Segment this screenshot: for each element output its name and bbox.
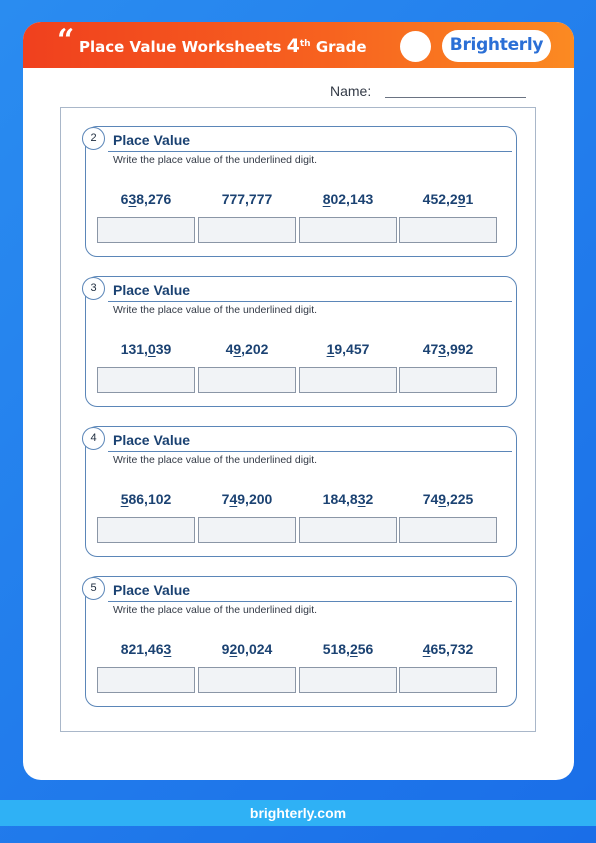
number-part: 0,024 [237,641,273,657]
section-instruction: Write the place value of the underlined digit. [113,154,318,166]
underlined-digit: 9 [233,341,242,357]
number-part: 9,457 [334,341,370,357]
underlined-digit: 9 [457,191,466,207]
number-item [198,491,296,507]
number-item [399,641,497,657]
answer-box[interactable] [97,367,195,393]
underlined-digit: 0 [147,341,156,357]
answer-box[interactable] [299,667,397,693]
number-part: 184,8 [322,491,358,507]
number-row [97,491,497,511]
footer-url: brighterly.com [249,805,347,821]
number-part: 7 [221,491,230,507]
number-item [299,491,397,507]
number-part: 6 [120,191,129,207]
section-divider [108,301,512,302]
number-part: 518, [322,641,350,657]
number-part: 47 [422,341,439,357]
number-item [399,191,497,207]
header-circle [400,31,431,62]
number-part: 56 [357,641,374,657]
answer-box[interactable] [299,217,397,243]
number-part: 4 [225,341,234,357]
number-item [399,341,497,357]
number-part: ,202 [241,341,269,357]
underlined-digit: 8 [322,191,331,207]
answer-box[interactable] [299,367,397,393]
exercise-frame [60,107,536,732]
answer-box[interactable] [198,367,296,393]
quote-mark-icon: “ [57,23,75,58]
number-item [97,641,195,657]
number-item [299,641,397,657]
answer-row [97,217,497,243]
number-part: 86,102 [128,491,172,507]
underlined-digit: 2 [349,641,358,657]
number-item [399,491,497,507]
section-instruction: Write the place value of the underlined digit. [113,304,318,316]
exercise-section [85,126,517,257]
exercise-number: 5 [82,577,105,600]
exercise-number: 2 [82,127,105,150]
answer-box[interactable] [299,517,397,543]
name-line[interactable] [385,97,526,98]
number-row [97,191,497,211]
answer-box[interactable] [399,367,497,393]
section-instruction: Write the place value of the underlined digit. [113,604,318,616]
section-divider [108,451,512,452]
underlined-digit: 2 [229,641,238,657]
title-prefix: Place Value Worksheets [79,38,287,56]
name-field [330,83,530,103]
number-item [299,191,397,207]
answer-box[interactable] [97,217,195,243]
number-item [97,341,195,357]
answer-box[interactable] [97,517,195,543]
number-item [299,341,397,357]
number-part: 1 [465,191,474,207]
exercise-number: 3 [82,277,105,300]
number-part: 39 [155,341,172,357]
underlined-digit: 3 [357,491,366,507]
section-title: Place Value [113,132,191,148]
grade-suffix: th [299,39,311,49]
number-row [97,341,497,361]
number-part: 65,732 [430,641,474,657]
number-row [97,641,497,661]
exercise-section [85,426,517,557]
answer-box[interactable] [198,217,296,243]
answer-row [97,517,497,543]
underlined-digit: 4 [422,641,431,657]
answer-row [97,667,497,693]
section-instruction: Write the place value of the underlined digit. [113,454,318,466]
number-part: 9 [221,641,230,657]
number-part: 821,46 [120,641,164,657]
worksheet-card [23,22,574,780]
section-title: Place Value [113,432,191,448]
number-part: 02,143 [330,191,374,207]
underlined-digit: 1 [326,341,335,357]
underlined-digit: 9 [438,491,447,507]
number-part: 9,200 [237,491,273,507]
underlined-digit: 4 [229,491,238,507]
section-divider [108,151,512,152]
answer-row [97,367,497,393]
underlined-digit: 5 [120,491,129,507]
answer-box[interactable] [198,667,296,693]
grade-number: 4 [286,35,300,57]
exercise-section [85,276,517,407]
number-part: ,992 [446,341,474,357]
section-divider [108,601,512,602]
underlined-digit: 3 [163,641,172,657]
underlined-digit: 3 [438,341,447,357]
number-part: 2 [365,491,374,507]
number-item [198,191,296,207]
answer-box[interactable] [399,667,497,693]
number-part: ,225 [446,491,474,507]
header-bar [23,22,574,68]
title-suffix: Grade [310,38,367,56]
worksheet-title [79,35,367,57]
number-part: 74 [422,491,439,507]
footer-bar [0,800,596,826]
number-item [97,491,195,507]
underlined-digit: 3 [128,191,137,207]
number-part: 452,2 [422,191,458,207]
section-title: Place Value [113,282,191,298]
brand-logo-text: Brighterly [449,35,544,55]
number-item [198,641,296,657]
answer-box[interactable] [399,517,497,543]
number-part: 777,777 [221,191,273,207]
number-item [198,341,296,357]
number-item [97,191,195,207]
answer-box[interactable] [399,217,497,243]
answer-box[interactable] [198,517,296,543]
exercise-section [85,576,517,707]
number-part: 8,276 [136,191,172,207]
brand-logo [442,30,551,62]
section-title: Place Value [113,582,191,598]
exercise-number: 4 [82,427,105,450]
number-part: 131, [120,341,148,357]
answer-box[interactable] [97,667,195,693]
name-label: Name: [330,83,372,99]
